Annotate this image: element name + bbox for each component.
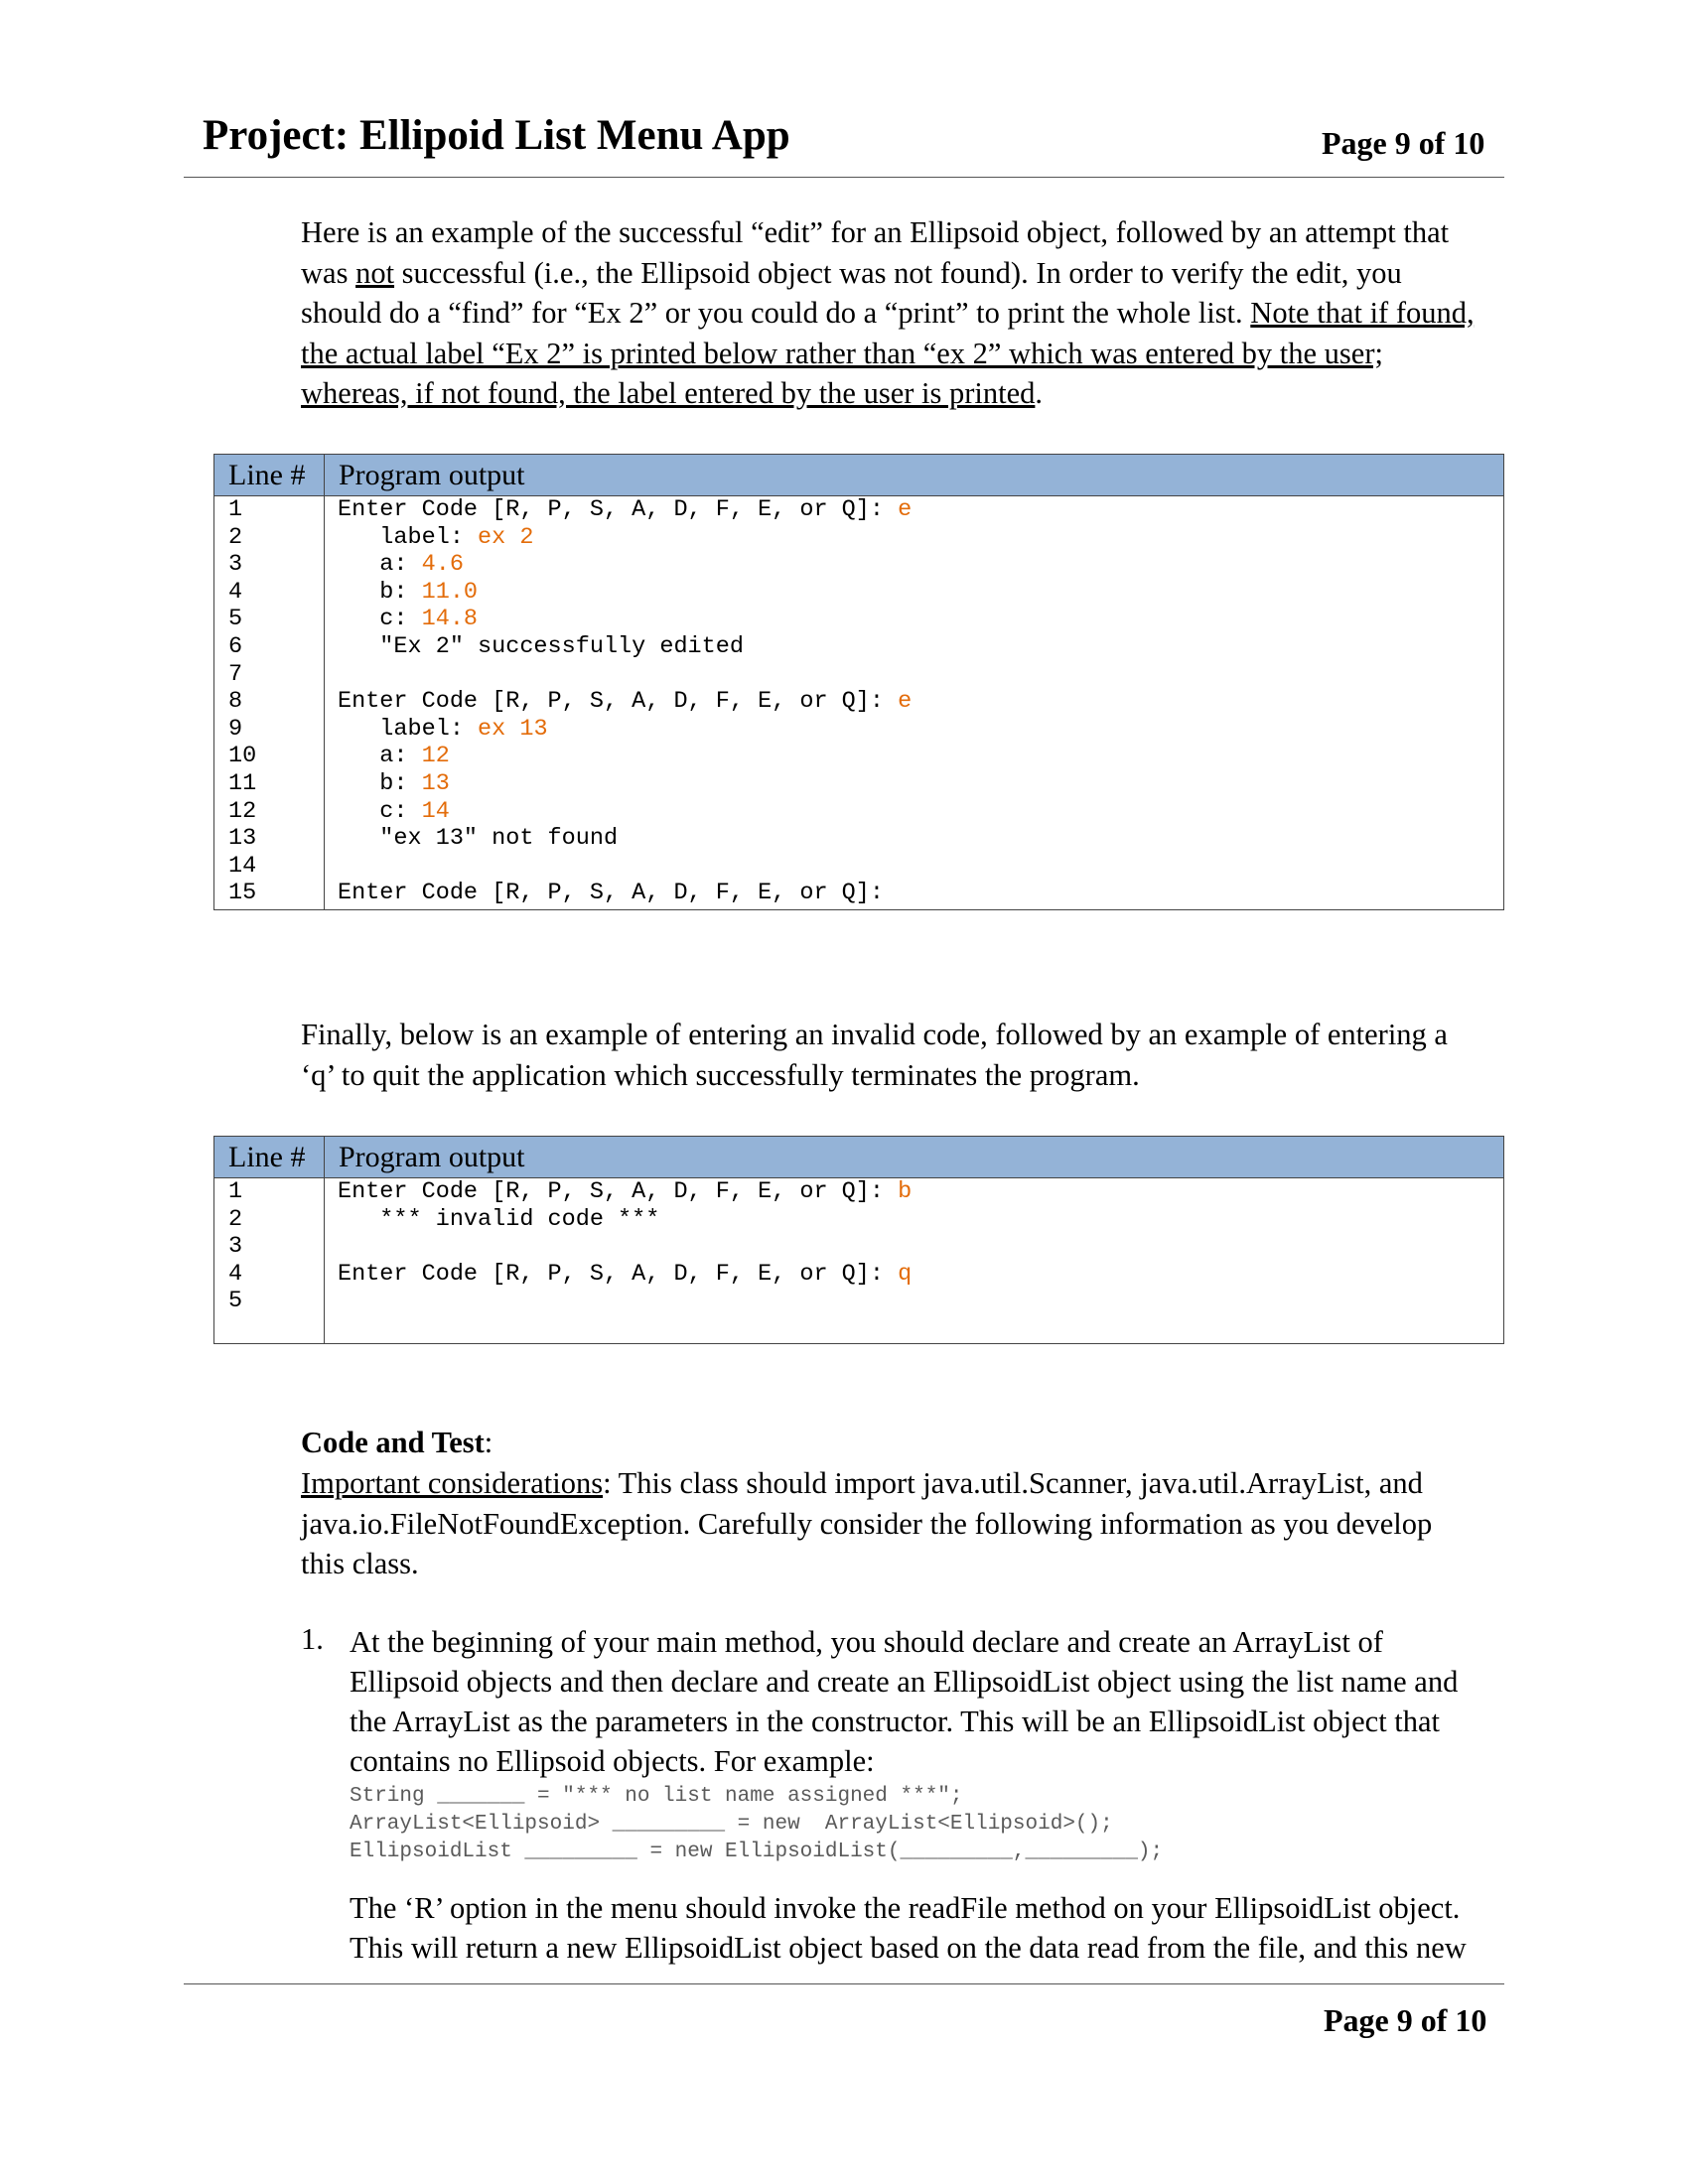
output-text: label:: [338, 715, 479, 743]
output-text: c:: [338, 797, 422, 825]
considerations-line-1: [301, 1463, 1507, 1504]
output-line: [338, 579, 1503, 607]
list-item-1-paragraph-2: [350, 1888, 1511, 1968]
user-input: e: [898, 688, 913, 716]
output-line: [338, 1233, 1503, 1261]
line-number: 13: [228, 825, 257, 853]
line-number-header: Line #: [214, 455, 325, 496]
item-para2-line-1: The ‘R’ option in the menu should invoke the readFile method on your EllipsoidList object.: [350, 1891, 1461, 1925]
intro-underlined-text: whereas, if not found, the label entered by the user is printed: [301, 376, 1036, 410]
line-number: 6: [228, 632, 243, 660]
output-line: [338, 880, 1503, 907]
footer-rule: [184, 1983, 1504, 1984]
finally-line-2: ‘q’ to quit the application which successfully terminates the program.: [301, 1057, 1140, 1092]
output-line: [338, 661, 1503, 689]
user-input: 14.8: [421, 606, 479, 633]
page-footer-number: Page 9 of 10: [1324, 2002, 1487, 2038]
output-line: [338, 825, 1503, 853]
code-line-1: String _______ = "*** no list name assigned ***";: [350, 1785, 963, 1808]
output-line: [338, 770, 1503, 798]
user-input: 14: [421, 797, 450, 825]
considerations-text: : This class should import java.util.Scanner, java.util.ArrayList, and: [603, 1466, 1423, 1500]
output-text: "ex 13" not found: [338, 825, 619, 853]
line-number: 10: [228, 743, 257, 770]
line-number-column: [214, 1178, 325, 1344]
program-output-column: [325, 1178, 1504, 1344]
line-number: 9: [228, 715, 243, 743]
line-number: 8: [228, 688, 243, 716]
output-text: Enter Code [R, P, S, A, D, F, E, or Q]:: [338, 496, 899, 523]
line-number: 3: [228, 551, 243, 579]
heading-colon: :: [484, 1426, 493, 1459]
output-line: [338, 606, 1503, 633]
line-number-header: Line #: [214, 1137, 325, 1178]
item-line-3: the ArrayList as the parameters in the constructor. This will be an EllipsoidList object that: [350, 1705, 1441, 1738]
user-input: 12: [421, 743, 450, 770]
intro-underlined-note: Note that if found,: [1250, 296, 1475, 330]
output-line: [338, 798, 1503, 826]
intro-text: successful (i.e., the Ellipsoid object was not found). In order to verify the edit, you: [394, 255, 1402, 290]
intro-line-2: [301, 253, 1507, 294]
line-number: 11: [228, 769, 257, 797]
page-header-number: Page 9 of 10: [1322, 125, 1485, 161]
output-text: b:: [338, 769, 422, 797]
user-input: b: [898, 1178, 913, 1205]
output-line: [338, 1261, 1503, 1289]
heading-text: Code and Test: [301, 1426, 485, 1459]
output-text: Enter Code [R, P, S, A, D, F, E, or Q]:: [338, 1178, 899, 1205]
user-input: q: [898, 1260, 913, 1288]
line-number: 1: [228, 1178, 243, 1205]
output-line: [338, 551, 1503, 579]
output-line: [338, 688, 1503, 716]
output-line: [338, 853, 1503, 881]
list-item-1-paragraph: [350, 1622, 1511, 1781]
intro-line-1: Here is an example of the successful “edit” for an Ellipsoid object, followed by an attempt that: [301, 215, 1450, 249]
program-output-table-2: [213, 1136, 1504, 1344]
user-input: ex 2: [478, 523, 534, 551]
output-text: "Ex 2" successfully edited: [338, 632, 744, 660]
output-text: a:: [338, 743, 422, 770]
program-output-header: Program output: [325, 455, 1504, 496]
line-number: 3: [228, 1233, 243, 1261]
item-line-2: Ellipsoid objects and then declare and create an EllipsoidList object using the list name and: [350, 1665, 1459, 1699]
line-number: 2: [228, 1205, 243, 1233]
intro-line-4: the actual label “Ex 2” is printed below rather than “ex 2” which was entered by the user;: [301, 336, 1383, 370]
line-number: 1: [228, 496, 243, 523]
output-text: b:: [338, 578, 422, 606]
line-number: 7: [228, 660, 243, 688]
program-output-column: [325, 496, 1504, 910]
code-and-test-heading: [301, 1426, 492, 1460]
user-input: e: [898, 496, 913, 523]
line-number: 2: [228, 523, 243, 551]
line-number: 12: [228, 797, 257, 825]
intro-line-5: [301, 373, 1507, 414]
program-output-table-1: [213, 454, 1504, 910]
code-example: [350, 1783, 1163, 1866]
user-input: 11.0: [421, 578, 479, 606]
considerations-line-3: this class.: [301, 1547, 419, 1580]
item-line-1: At the beginning of your main method, you should declare and create an ArrayList of: [350, 1625, 1383, 1659]
user-input: 4.6: [421, 551, 464, 579]
output-text: a:: [338, 551, 422, 579]
program-output-header: Program output: [325, 1137, 1504, 1178]
output-line: [338, 633, 1503, 661]
item-line-4: contains no Ellipsoid objects. For example:: [350, 1744, 875, 1778]
list-item-number: 1.: [301, 1622, 324, 1656]
output-text: Enter Code [R, P, S, A, D, F, E, or Q]:: [338, 1260, 899, 1288]
intro-text: should do a “find” for “Ex 2” or you could do a “print” to print the whole list.: [301, 296, 1251, 330]
line-number: 15: [228, 880, 257, 907]
output-text: label:: [338, 523, 479, 551]
header-rule: [184, 177, 1504, 178]
output-text: *** invalid code ***: [338, 1205, 660, 1233]
intro-underlined-not: not: [355, 255, 395, 290]
output-text: c:: [338, 606, 422, 633]
line-number: 14: [228, 852, 257, 880]
important-considerations-label: Important considerations: [301, 1466, 604, 1500]
finally-paragraph: [301, 1015, 1507, 1095]
intro-line-3: [301, 293, 1507, 334]
code-line-3: EllipsoidList _________ = new EllipsoidList(_________,_________);: [350, 1841, 1164, 1863]
output-line: [338, 496, 1503, 524]
output-text: Enter Code [R, P, S, A, D, F, E, or Q]:: [338, 688, 899, 716]
intro-paragraph: [301, 212, 1507, 414]
considerations-paragraph: [301, 1463, 1507, 1584]
output-text: Enter Code [R, P, S, A, D, F, E, or Q]:: [338, 880, 884, 907]
output-line: [338, 716, 1503, 744]
output-line: [338, 524, 1503, 552]
intro-text: .: [1035, 376, 1044, 410]
line-number: 4: [228, 1260, 243, 1288]
line-number: 5: [228, 1288, 243, 1315]
considerations-line-2: java.io.FileNotFoundException. Carefully consider the following information as you develop: [301, 1506, 1433, 1541]
finally-line-1: Finally, below is an example of entering an invalid code, followed by an example of entering a: [301, 1018, 1448, 1051]
code-line-2: ArrayList<Ellipsoid> _________ = new ArrayList<Ellipsoid>();: [350, 1813, 1113, 1836]
line-number: 5: [228, 606, 243, 633]
user-input: ex 13: [478, 715, 548, 743]
line-number: 4: [228, 578, 243, 606]
item-para2-line-2: This will return a new EllipsoidList object based on the data read from the file, and this new: [350, 1931, 1467, 1965]
user-input: 13: [421, 769, 450, 797]
output-line: [338, 1288, 1503, 1315]
page-header-title: Project: Ellipoid List Menu App: [203, 112, 790, 159]
output-line: [338, 1178, 1503, 1206]
line-number-column: [214, 496, 325, 910]
output-line: [338, 743, 1503, 770]
intro-text: was: [301, 255, 356, 290]
output-line: [338, 1206, 1503, 1234]
